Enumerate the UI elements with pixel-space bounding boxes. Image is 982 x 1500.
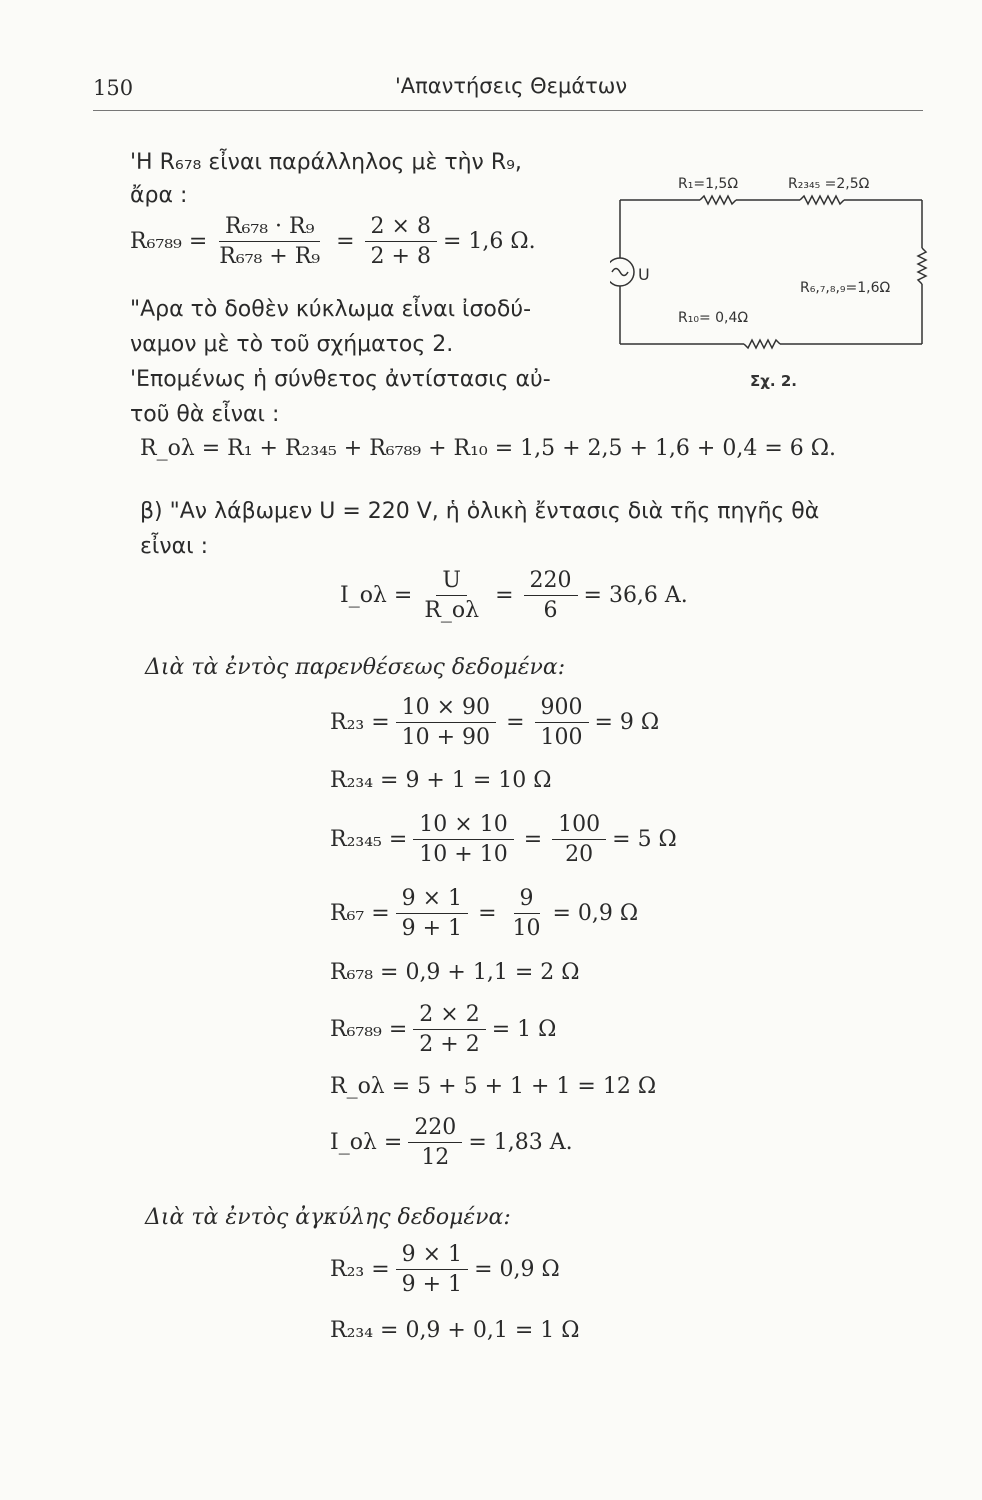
para1-line-1: "Αρα τὸ δοθὲν κύκλωμα εἶναι ἰσοδύ-: [130, 297, 532, 322]
fraction: [418, 568, 485, 623]
eq-lhs: R₆₇₈₉ =: [130, 229, 208, 254]
eq-result: = 9 Ω: [594, 710, 660, 735]
equation-r234-b: R₂₃₄ = 0,9 + 0,1 = 1 Ω: [330, 1318, 580, 1343]
denominator: 10 + 10: [419, 842, 508, 867]
fraction: [413, 1002, 485, 1057]
denominator: 12: [421, 1145, 450, 1170]
eq-lhs: R₂₃₄₅ =: [330, 827, 408, 852]
eq-result: = 5 Ω: [612, 827, 677, 852]
resistor-r1-zigzag: [700, 196, 736, 204]
numerator: 100: [552, 812, 606, 840]
section1-heading: Διὰ τὰ ἐντὸς παρενθέσεως δεδομένα:: [145, 655, 566, 680]
resistor-r2345-zigzag: [800, 196, 844, 204]
numerator: 9: [514, 886, 540, 914]
eq-result: = 0,9 Ω: [474, 1257, 560, 1282]
eq-result: = 0,9 Ω: [552, 901, 639, 926]
para2-line-2: εἶναι :: [140, 534, 208, 559]
fraction: [213, 214, 326, 269]
r1-label: R₁=1,5Ω: [678, 176, 739, 192]
running-head: 'Απαντήσεις Θεμάτων: [395, 74, 628, 98]
numerator: 9 × 1: [396, 1242, 468, 1270]
fraction: [408, 1115, 462, 1170]
denominator: R_ολ: [424, 598, 480, 623]
denominator: 10 + 90: [401, 725, 491, 750]
voltage-source: [610, 258, 634, 286]
numerator: 10 × 10: [413, 812, 513, 840]
denominator: 9 + 1: [401, 1272, 463, 1297]
numerator: 9 × 1: [396, 886, 468, 914]
fraction: [396, 695, 496, 750]
eq-lhs: R₆₇₈₉ =: [330, 1017, 408, 1042]
equation-i-total: [340, 568, 688, 623]
circuit-diagram: [610, 160, 940, 400]
equals-sign: =: [495, 583, 514, 608]
para2-line-1: β) "Αν λάβωμεν U = 220 V, ἡ ὁλικὴ ἔντασις διὰ τῆς πηγῆς θὰ: [140, 499, 820, 524]
equation-r6789-b: [330, 1002, 556, 1057]
equation-r23: [330, 695, 659, 750]
equation-i-total-b: [330, 1115, 573, 1170]
equals-sign: =: [478, 901, 497, 926]
eq-lhs: I_ολ =: [340, 583, 413, 608]
eq-result: = 1 Ω: [491, 1017, 557, 1042]
equals-sign: =: [506, 710, 525, 735]
numerator: 2 × 2: [413, 1002, 485, 1030]
equation-r234: R₂₃₄ = 9 + 1 = 10 Ω: [330, 768, 552, 793]
numerator: 220: [408, 1115, 462, 1143]
denominator: R₆₇₈ + R₉: [219, 244, 321, 269]
para1-line-4: τοῦ θὰ εἶναι :: [130, 402, 280, 427]
equation-r678: R₆₇₈ = 0,9 + 1,1 = 2 Ω: [330, 960, 580, 985]
numerator: U: [436, 568, 467, 596]
denominator: 100: [540, 725, 583, 750]
numerator: 2 × 8: [365, 214, 437, 242]
resistor-r10-zigzag: [744, 340, 780, 348]
equation-r-total: R_ολ = R₁ + R₂₃₄₅ + R₆₇₈₉ + R₁₀ = 1,5 + 2,5 + 1,6 + 0,4 = 6 Ω.: [140, 436, 836, 461]
para1-line-3: 'Επομένως ἡ σύνθετος ἀντίστασις αὐ-: [130, 367, 551, 392]
eq-result: = 1,6 Ω.: [442, 229, 536, 254]
equation-r6789: [130, 214, 536, 269]
page-number: 150: [93, 76, 134, 100]
r2345-label: R₂₃₄₅ =2,5Ω: [788, 176, 870, 192]
equals-sign: =: [523, 827, 543, 852]
denominator: 2 + 2: [419, 1032, 480, 1057]
r6789-label: R₆,₇,₈,₉=1,6Ω: [800, 280, 891, 296]
equation-r67: [330, 886, 638, 941]
denominator: 2 + 8: [370, 244, 431, 269]
fraction: [365, 214, 437, 269]
header-rule: [93, 110, 923, 111]
figure-caption: Σχ. 2.: [750, 372, 797, 390]
fraction: [535, 695, 589, 750]
numerator: 900: [535, 695, 589, 723]
equation-r2345: [330, 812, 677, 867]
eq-lhs: R₂₃ =: [330, 710, 390, 735]
resistor-r6789-zigzag: [918, 248, 926, 284]
fraction: [524, 568, 578, 623]
denominator: 6: [543, 598, 558, 623]
numerator: 10 × 90: [396, 695, 496, 723]
fraction: [396, 886, 468, 941]
numerator: 220: [524, 568, 578, 596]
equation-r-total-b: R_ολ = 5 + 5 + 1 + 1 = 12 Ω: [330, 1074, 657, 1099]
eq-lhs: R₆₇ =: [330, 901, 390, 926]
section2-heading: Διὰ τὰ ἐντὸς ἀγκύλης δεδομένα:: [145, 1205, 511, 1230]
fraction: [507, 886, 547, 941]
fraction: [552, 812, 606, 867]
para1-line-2: ναμον μὲ τὸ τοῦ σχήματος 2.: [130, 332, 454, 357]
equation-r23-b: [330, 1242, 560, 1297]
intro-line-1: 'Η R₆₇₈ εἶναι παράλληλος μὲ τὴν R₉,: [130, 150, 522, 175]
fraction: [413, 812, 513, 867]
denominator: 10: [512, 916, 541, 941]
eq-lhs: I_ολ =: [330, 1130, 403, 1155]
source-label: U: [638, 265, 650, 284]
equals-sign: =: [336, 229, 355, 254]
eq-result: = 1,83 A.: [468, 1130, 573, 1155]
eq-lhs: R₂₃ =: [330, 1257, 390, 1282]
eq-result: = 36,6 A.: [583, 583, 688, 608]
fraction: [396, 1242, 468, 1297]
numerator: R₆₇₈ · R₉: [219, 214, 320, 242]
denominator: 20: [565, 842, 594, 867]
denominator: 9 + 1: [401, 916, 463, 941]
intro-line-2: ἄρα :: [130, 183, 188, 208]
r10-label: R₁₀= 0,4Ω: [678, 310, 749, 326]
